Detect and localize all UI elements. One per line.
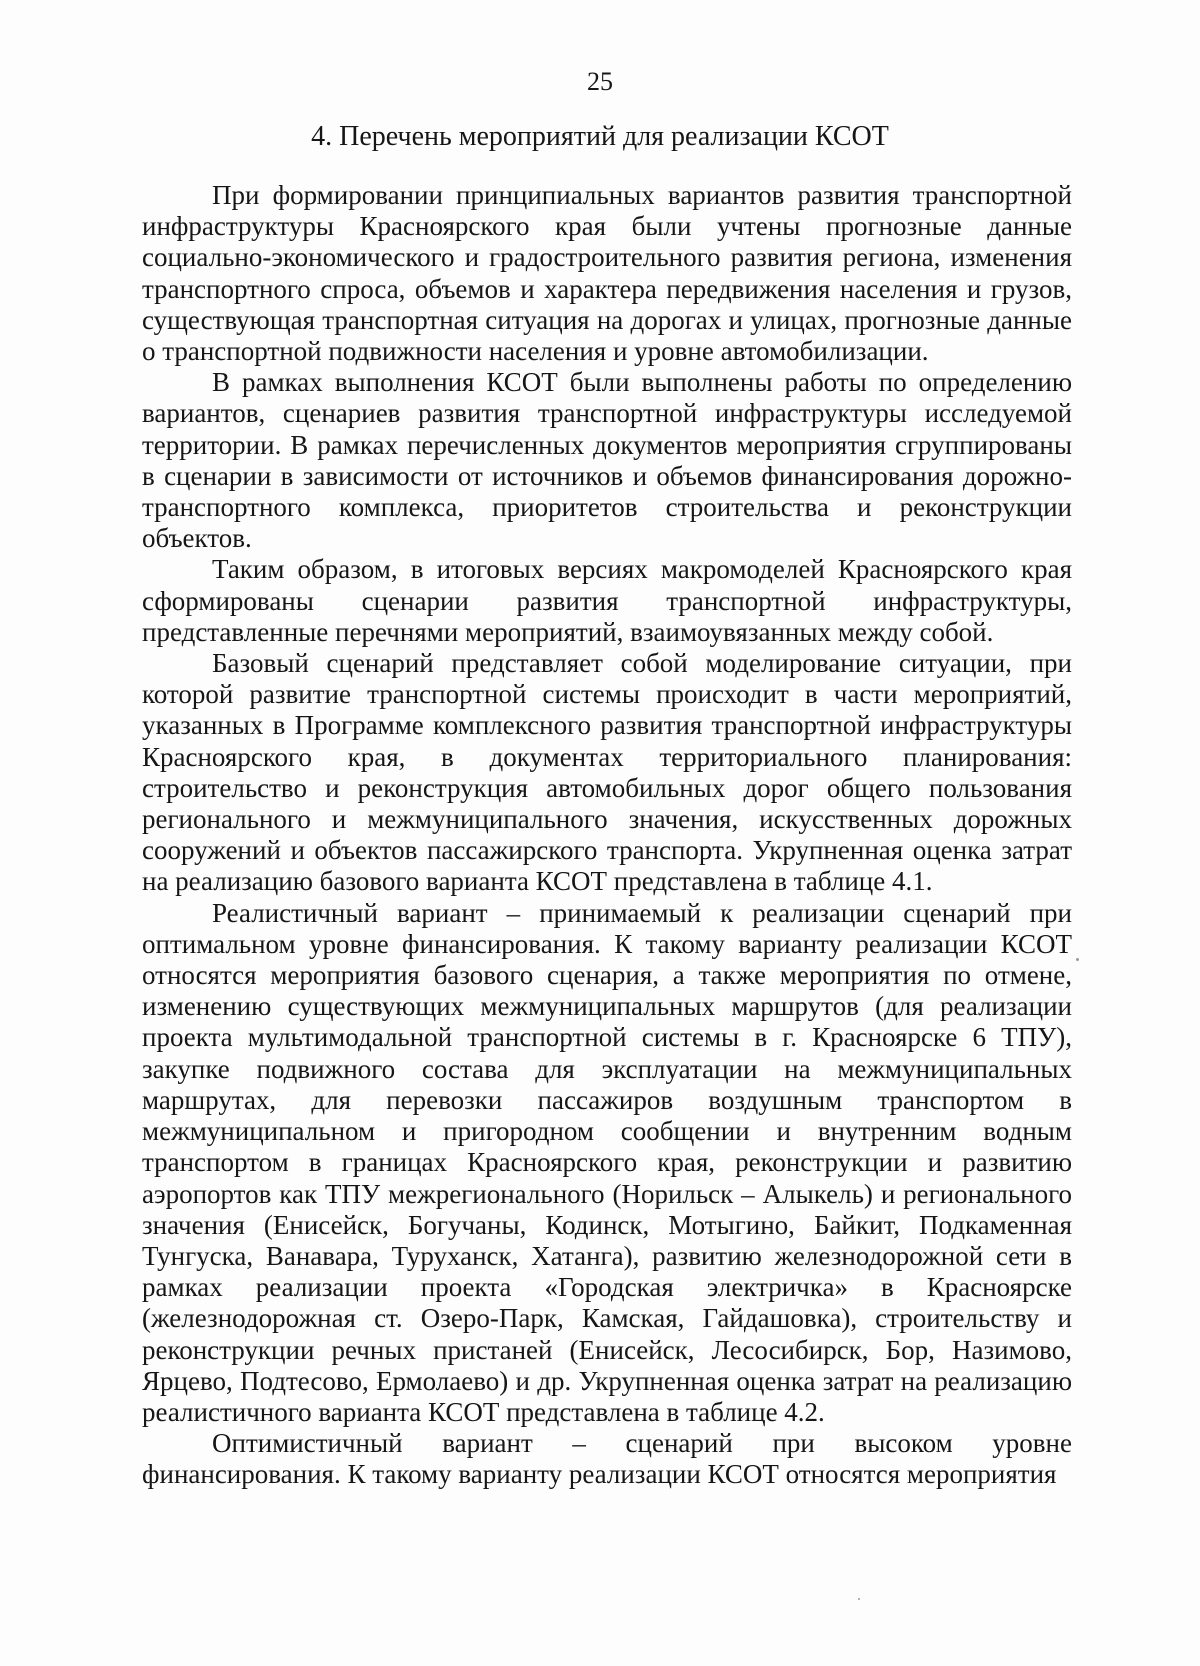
paragraph: Реалистичный вариант – принимаемый к реализации сценарий при оптимальном уровне финансирования. К такому варианту реализации КСОТ относятся мероприятия базового сценария, а также мероприятия по отмене, изменению существующих межмуниципальных маршрутов (для реализации проекта мультимодальной транспортной системы в г. Красноярске 6 ТПУ), закупке подвижного состава для эксплуатации на межмуниципальных маршрутах, для перевозки пассажиров воздушным транспортом в межмуниципальном и пригородном сообщении и внутренним водным транспортом в границах Красноярского края, реконструкции и развитию аэропортов как ТПУ межрегионального (Норильск – Алыкель) и регионального значения (Енисейск, Богучаны, Кодинск, Мотыгино, Байкит, Подкаменная Тунгуска, Ванавара, Туруханск, Хатанга), развитию железнодорожной сети в рамках реализации проекта «Городская электричка» в Красноярске (железнодорожная ст. Озеро-Парк, Камская, Гайдашовка), строительству и реконструкции речных пристаней (Енисейск, Лесосибирск, Бор, Назимово, Ярцево, Подтесово, Ермолаево) и др. Укрупненная оценка затрат на реализацию реалистичного варианта КСОТ представлена в таблице 4.2. xyxy=(142,897,1072,1427)
paragraph: При формировании принципиальных вариантов развития транспортной инфраструктуры Красноярского края были учтены прогнозные данные социально-экономического и градостроительного развития региона, изменения транспортного спроса, объемов и характера передвижения населения и грузов, существующая транспортная ситуация на дорогах и улицах, прогнозные данные о транспортной подвижности населения и уровне автомобилизации. xyxy=(142,180,1072,367)
paragraph: Оптимистичный вариант – сценарий при высоком уровне финансирования. К такому варианту реализации КСОТ относятся мероприятия xyxy=(142,1428,1072,1490)
paragraph: В рамках выполнения КСОТ были выполнены работы по определению вариантов, сценариев развития транспортной инфраструктуры исследуемой территории. В рамках перечисленных документов мероприятия сгруппированы в сценарии в зависимости от источников и объемов финансирования дорожно-транспортного комплекса, приоритетов строительства и реконструкции объектов. xyxy=(142,367,1072,554)
scan-speck xyxy=(1076,958,1079,961)
paragraph: Базовый сценарий представляет собой моделирование ситуации, при которой развитие транспортной системы происходит в части мероприятий, указанных в Программе комплексного развития транспортной инфраструктуры Красноярского края, в документах территориального планирования: строительство и реконструкция автомобильных дорог общего пользования регионального и межмуниципального значения, искусственных дорожных сооружений и объектов пассажирского транспорта. Укрупненная оценка затрат на реализацию базового варианта КСОТ представлена в таблице 4.1. xyxy=(142,648,1072,897)
section-title: 4. Перечень мероприятий для реализации КСОТ xyxy=(311,121,889,152)
scan-speck xyxy=(858,1598,860,1600)
body-text xyxy=(142,180,1072,1491)
paragraph: Таким образом, в итоговых версиях макромоделей Красноярского края сформированы сценарии развития транспортной инфраструктуры, представленные перечнями мероприятий, взаимоувязанных между собой. xyxy=(142,554,1072,647)
page-number: 25 xyxy=(587,67,613,96)
